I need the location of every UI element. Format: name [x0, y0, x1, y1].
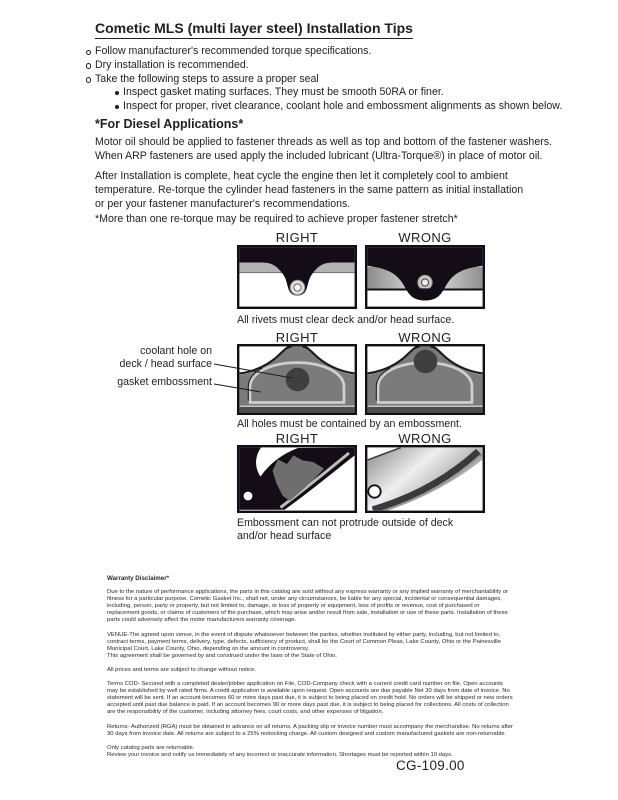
rivet-right-diagram: [237, 245, 357, 309]
paragraph-line: When ARP fasteners are used apply the included lubricant (Ultra-Torque®) in place of motor oil.: [95, 150, 543, 163]
wrong-label: WRONG: [398, 330, 452, 345]
warranty-paragraph: Terms COD- Secured with a completed dealer/jobber application on File, COD-Company check with a current credit card number on file. Open accounts may be established by well rated firms. A credit application is available upon request. Open accounts are due payable Net 30 days from date of invoice. No statement will be sent. If an account becomes 60 or more days past due, it is subject to being placed on credit hold. No orders will be shipped or new orders accepted until past due balance is paid. If an account becomes 90 or more days past due, it is subject to being placed for collections. All costs of collection are the responsibility of the customer, including attorney fees, court costs, and other expenses of litigation.: [107, 681, 513, 716]
warranty-paragraph: All prices and terms are subject to change without notice.: [107, 666, 256, 673]
wrong-label: WRONG: [398, 431, 452, 446]
warranty-disclaimer: [107, 575, 513, 766]
installation-tips-list: [86, 45, 562, 114]
open-bullet-icon: [86, 77, 91, 82]
callout-line: deck / head surface: [119, 358, 212, 370]
paragraph-line: Motor oil should be applied to fastener threads as well as top and bottom of the fastener washers.: [95, 136, 552, 148]
diesel-heading: *For Diesel Applications*: [95, 117, 244, 131]
wrong-label: WRONG: [398, 230, 452, 245]
diesel-paragraph-1: [95, 135, 552, 163]
filled-bullet-icon: [115, 91, 119, 95]
right-label: RIGHT: [275, 230, 319, 245]
page-title: Cometic MLS (multi layer steel) Installation Tips: [95, 20, 413, 39]
tip-item: [86, 45, 562, 59]
paragraph-line: After Installation is complete, heat cycle the engine then let it completely cool to ambient: [95, 170, 508, 182]
warranty-paragraph: VENUE-The agreed upon venue, in the event of dispute whatsoever between the parties, whether instituted by either party, including, but not limited to, contract terms, payment terms, delivery, type, defects, sufficiency of product, shall be the Court of Common Pleas, Lake County, Ohio or the Painesville Municipal Court, Lake County, Ohio, depending on the amount in controversy.: [107, 631, 501, 652]
diagram-section: [0, 228, 618, 563]
warranty-paragraph: Due to the nature of performance applications, the parts in this catalog are sold without any express warranty or any implied warranty of merchantability or fitness for a particular purpose. Cometic Gasket Inc., shall not, under any circumstances, be liable for any special, incidental or consequential damages, including, person, party or property, but not limited to, damage, or loss of property or equipment, loss of profits or revenue, cost of purchased or replacement goods, or claims of customers of the purchase, which may arise and/or result from sale, installation or use of these parts. Installation of these parts could adversely affect the motor manufacturers warranty coverage.: [107, 589, 509, 624]
retorque-note: *More than one re-torque may be required to achieve proper fastener stretch*: [95, 213, 458, 225]
right-label: RIGHT: [275, 431, 319, 446]
embossment-right-diagram: [237, 344, 357, 415]
gasket-embossment-callout: gasket embossment: [117, 376, 212, 388]
warranty-heading: Warranty Disclaimer*: [107, 575, 170, 582]
filled-bullet-icon: [115, 105, 119, 109]
diagram-caption: All holes must be contained by an embossment.: [237, 418, 462, 430]
open-bullet-icon: [86, 63, 91, 68]
diesel-paragraph-2: [95, 169, 523, 212]
tip-item: [86, 59, 562, 73]
tip-sub-item: [114, 100, 562, 114]
warranty-paragraph: Returns- Authorized (RGA) must be obtained in advance on all returns. A packing slip or invoice number must accompany the merchandise. No returns after 30 days from invoice date. All returns are subject to a 25% restocking charge. All custom designed and custom manufactured gaskets are non-returnable.: [107, 723, 514, 737]
warranty-paragraph: Only catalog parts are returnable.: [107, 744, 195, 751]
callout-line: coolant hole on: [140, 345, 212, 357]
tip-item: [86, 73, 562, 87]
tip-sub-item: [114, 86, 562, 100]
protrusion-wrong-figure: [365, 445, 485, 513]
diagram-caption: All rivets must clear deck and/or head surface.: [237, 314, 455, 326]
protrusion-right-figure: [237, 445, 357, 513]
embossment-wrong-diagram: [365, 344, 485, 415]
tip-text: Inspect for proper, rivet clearance, coolant hole and embossment alignments as shown below.: [123, 100, 563, 113]
caption-line: Embossment can not protrude outside of deck: [237, 517, 454, 529]
page-number: CG-109.00: [396, 758, 465, 773]
right-label: RIGHT: [275, 330, 319, 345]
open-bullet-icon: [86, 50, 91, 55]
diagram-caption: [237, 517, 453, 542]
rivet-right-figure: [237, 245, 357, 309]
tip-text: Inspect gasket mating surfaces. They must be smooth 50RA or finer.: [123, 86, 444, 99]
embossment-right-figure: [237, 344, 357, 415]
protrusion-wrong-diagram: [365, 445, 485, 513]
paragraph-line: or per your fastener manufacturer's recommendations.: [95, 198, 351, 211]
coolant-hole-callout: [120, 345, 212, 371]
tip-text: Dry installation is recommended.: [95, 58, 249, 71]
embossment-wrong-figure: [365, 344, 485, 415]
warranty-paragraph: Review your invoice and notify us immediately of any incorrect or inaccurate information. Shortages must be reported within 10 days.: [107, 751, 453, 758]
tip-text: Follow manufacturer's recommended torque specifications.: [95, 45, 372, 57]
paragraph-line: temperature. Re-torque the cylinder head fasteners in the same pattern as initial installation: [95, 184, 524, 197]
rivet-wrong-figure: [365, 245, 485, 309]
protrusion-right-diagram: [237, 445, 357, 513]
warranty-paragraph: This agreement shall be governed by and construed under the laws of the State of Ohio.: [107, 652, 337, 659]
caption-line: and/or head surface: [237, 529, 332, 542]
tip-text: Take the following steps to assure a proper seal: [95, 72, 319, 85]
rivet-wrong-diagram: [365, 245, 485, 309]
